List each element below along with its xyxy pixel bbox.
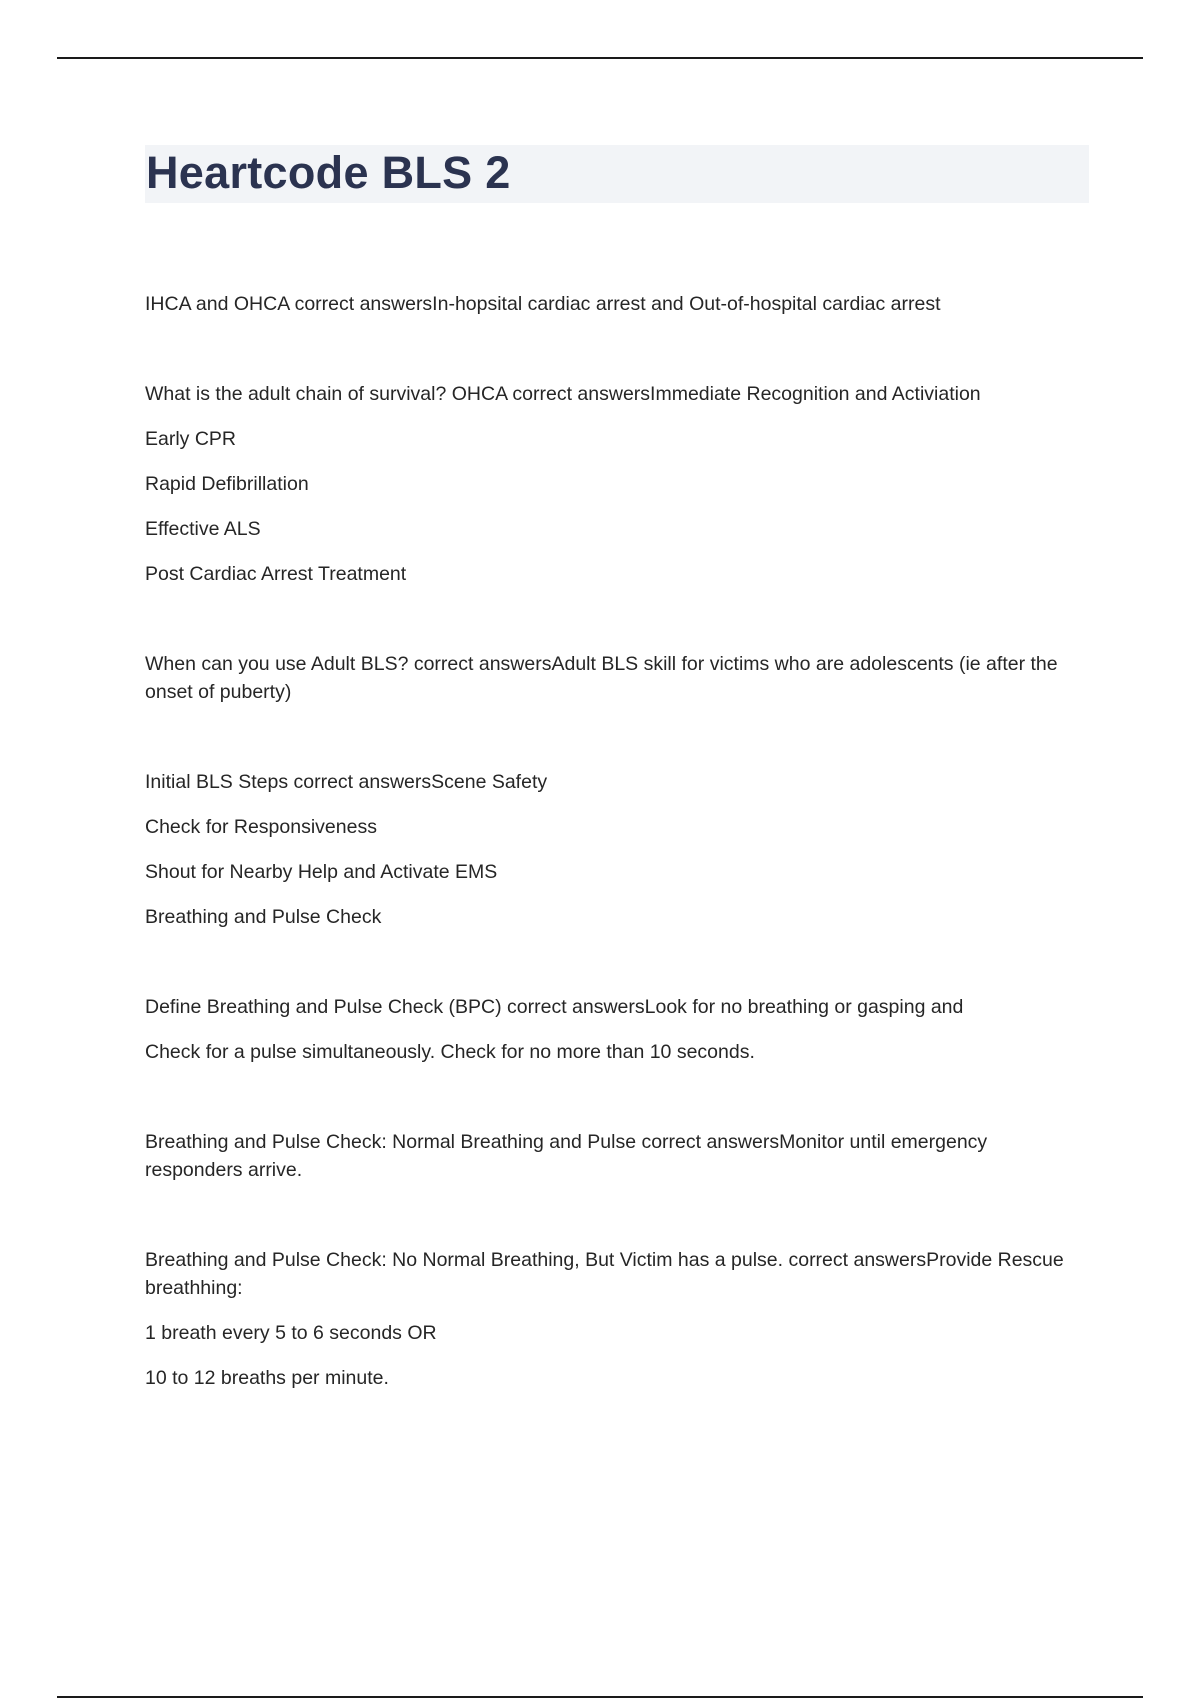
qa-text: Check for a pulse simultaneously. Check for no more than 10 seconds. <box>145 1041 755 1063</box>
qa-entry-rescue-breathing <box>145 1246 1090 1392</box>
qa-text: Early CPR <box>145 428 237 450</box>
qa-entry-chain-of-survival <box>145 380 1090 588</box>
qa-text: Initial BLS Steps correct answersScene Safety <box>145 771 548 793</box>
qa-text: Breathing and Pulse Check: No Normal Breathing, But Victim has a pulse. correct answersProvide Rescue breathhing: <box>145 1249 1064 1299</box>
qa-text: Breathing and Pulse Check <box>145 906 382 928</box>
qa-text: Check for Responsiveness <box>145 816 377 838</box>
bottom-rule <box>57 1696 1143 1698</box>
qa-text: Breathing and Pulse Check: Normal Breathing and Pulse correct answersMonitor until emergency responders arrive. <box>145 1131 988 1181</box>
qa-entry-adult-bls <box>145 650 1090 706</box>
qa-text: 1 breath every 5 to 6 seconds OR <box>145 1322 437 1344</box>
page-title: Heartcode BLS 2 <box>146 147 511 198</box>
qa-text: Shout for Nearby Help and Activate EMS <box>145 861 498 883</box>
qa-entry-initial-steps <box>145 768 1090 931</box>
qa-text: Rapid Defibrillation <box>145 473 309 495</box>
qa-entry-normal-breathing <box>145 1128 1090 1184</box>
qa-text: Effective ALS <box>145 518 261 540</box>
qa-text: What is the adult chain of survival? OHCA correct answersImmediate Recognition and Activiation <box>145 383 981 405</box>
qa-text: Post Cardiac Arrest Treatment <box>145 563 407 585</box>
top-rule <box>57 57 1143 59</box>
document-body <box>145 290 1090 1454</box>
qa-text: 10 to 12 breaths per minute. <box>145 1367 389 1389</box>
qa-entry-ihca-ohca <box>145 290 1090 318</box>
qa-text: Define Breathing and Pulse Check (BPC) correct answersLook for no breathing or gasping and <box>145 996 964 1018</box>
qa-text: IHCA and OHCA correct answersIn-hopsital cardiac arrest and Out-of-hospital cardiac arrest <box>145 293 941 315</box>
qa-text: When can you use Adult BLS? correct answersAdult BLS skill for victims who are adolescents (ie after the onset of puberty) <box>145 653 1058 703</box>
qa-entry-define-bpc <box>145 993 1090 1066</box>
